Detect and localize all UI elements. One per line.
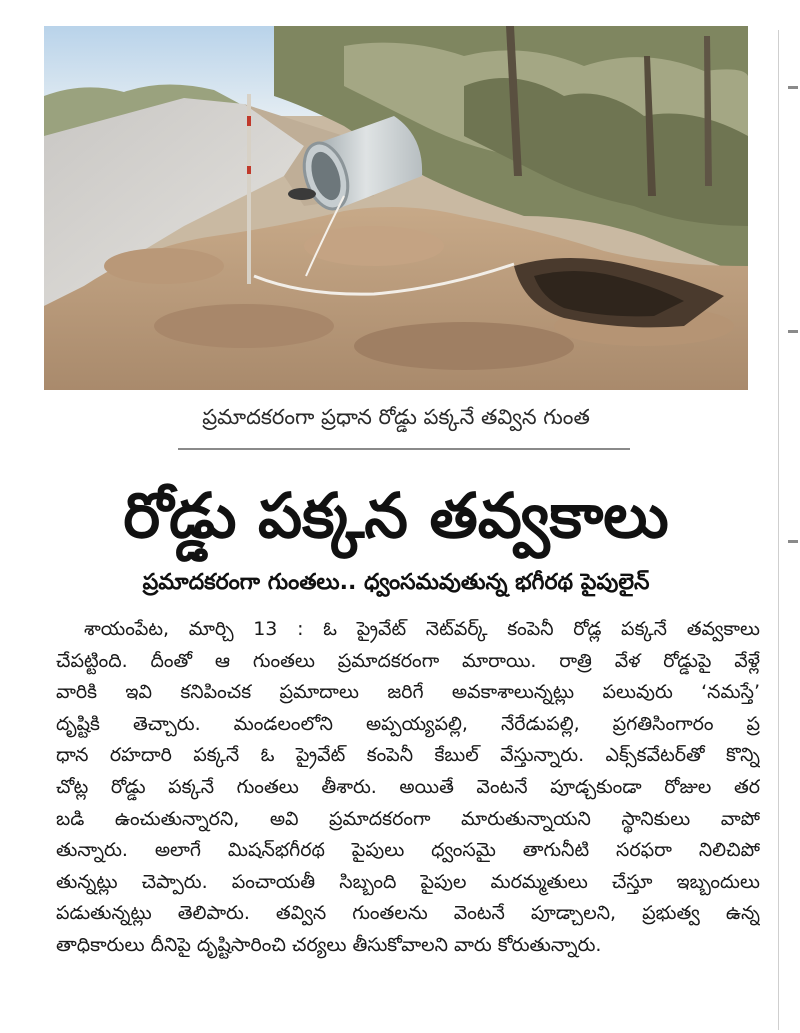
column-divider [778, 30, 779, 1030]
article-line: దృష్టికి తెచ్చారు. మండలంలోని అప్పయ్యపల్లి, నేరేడుపల్లి, ప్రగతిసింగారం ప్ర [56, 712, 760, 735]
photo-caption: ప్రమాదకరంగా ప్రధాన రోడ్డు పక్కనే తవ్విన గుంత [202, 405, 590, 429]
article-line: పడుతున్నట్లు తెలిపారు. తవ్విన గుంతలను వెంటనే పూడ్చాలని, ప్రభుత్వ ఉన్న [56, 902, 760, 925]
article-line: చోట్ల రోడ్డు పక్కనే గుంతలు తీశారు. అయితే వెంటనే పూడ్చకుండా రోజుల తర [56, 775, 760, 798]
article-body [56, 614, 760, 962]
subheadline: ప్రమాదకరంగా గుంతలు.. ధ్వంసమవుతున్న భగీరథ పైపులైన్ [142, 570, 650, 595]
article-line: వారికి ఇవి కనిపించక ప్రమాదాలు జరిగే అవకాశాలున్నట్లు పలువురు ‘నమస్తే’ [56, 681, 760, 704]
adjacent-column-mark [788, 86, 798, 89]
article-line: బడి ఉంచుతున్నారని, అవి ప్రమాదకరంగా మారుతున్నాయని స్థానికులు వాపో [56, 807, 760, 830]
adjacent-column-mark [788, 330, 798, 333]
article-line: తున్నారు. అలాగే మిషన్‌భగీరథ పైపులు ధ్వంసమై తాగునీటి సరఫరా నిలిచిపో [56, 839, 760, 862]
article-line: తాధికారులు దీనిపై దృష్టిసారించి చర్యలు తీసుకోవాలని వారు కోరుతున్నారు. [56, 933, 602, 956]
article-line: చేపట్టింది. దీంతో ఆ గుంతలు ప్రమాదకరంగా మారాయి. రాత్రి వేళ రోడ్డుపై వేళ్లే [56, 649, 760, 672]
article-line: శాయంపేట, మార్చి 13 : ఓ ప్రైవేట్ నెట్‌వర్క్ కంపెనీ రోడ్ల పక్కనే తవ్వకాలు [84, 618, 760, 640]
adjacent-column-mark [788, 540, 798, 543]
news-photo [44, 26, 748, 390]
caption-divider [178, 448, 630, 450]
article-line: తున్నట్లు చెప్పారు. పంచాయతీ సిబ్బంది పైపుల మరమ్మతులు చేస్తూ ఇబ్బందులు [56, 870, 760, 893]
article-line: ధాన రహదారి పక్కనే ఓ ప్రైవేట్ కంపెనీ కేబుల్ వేస్తున్నారు. ఎక్స్‌కవేటర్‌తో కొన్ని [56, 744, 760, 767]
headline: రోడ్డు పక్కన తవ్వకాలు [123, 479, 669, 552]
